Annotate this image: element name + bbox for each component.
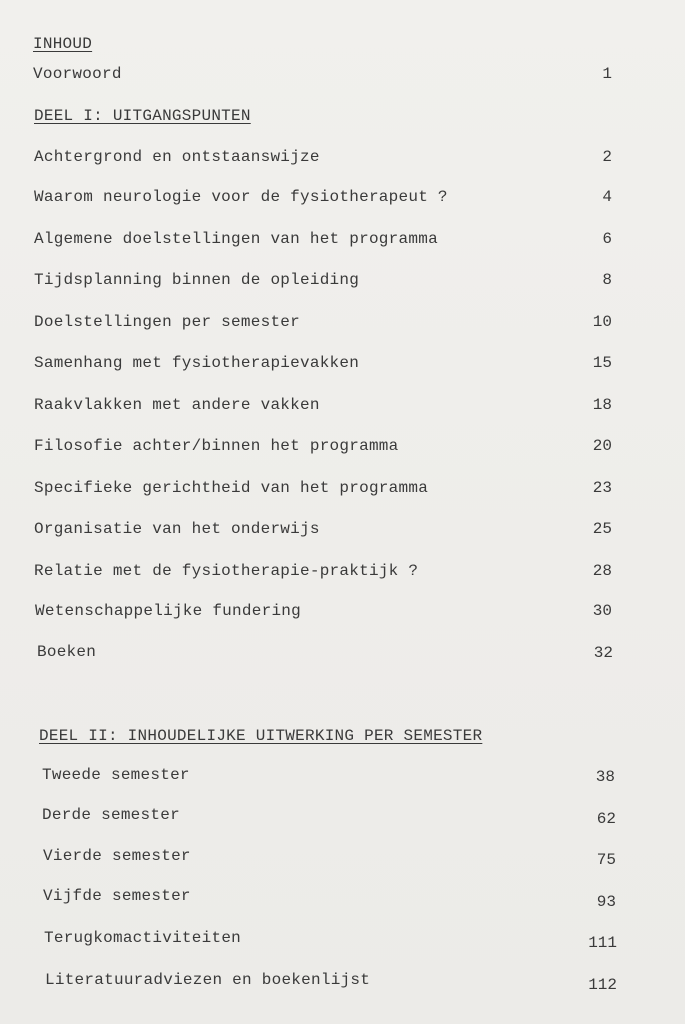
part2-entry-label: Terugkomactiviteiten — [44, 929, 242, 947]
part1-entry-page: 2 — [602, 148, 612, 166]
part2-entry-page: 38 — [595, 768, 615, 786]
part1-entry-page: 20 — [592, 437, 612, 455]
part2-heading: DEEL II: INHOUDELIJKE UITWERKING PER SEMESTER — [39, 727, 483, 745]
part2-entry-label: Literatuuradviezen en boekenlijst — [45, 971, 371, 989]
part1-entry-page: 30 — [592, 602, 612, 620]
part2-entry-label: Derde semester — [42, 806, 180, 824]
part1-entry-label: Raakvlakken met andere vakken — [34, 396, 320, 414]
part1-entry-label: Organisatie van het onderwijs — [34, 520, 320, 538]
toc-entry-preface-label: Voorwoord — [33, 65, 122, 83]
part2-entry-page: 75 — [596, 851, 616, 869]
part2-entry-page: 62 — [596, 810, 616, 828]
toc-title: INHOUD — [33, 35, 93, 53]
part1-entry-label: Boeken — [37, 643, 97, 661]
part1-entry-page: 10 — [592, 313, 612, 331]
part1-entry-label: Wetenschappelijke fundering — [35, 602, 301, 620]
toc-entry-preface-page: 1 — [602, 65, 612, 83]
part1-entry-page: 25 — [592, 520, 612, 538]
part2-entry-page: 112 — [588, 976, 617, 994]
part2-entry-page: 93 — [596, 893, 616, 911]
part1-entry-page: 32 — [593, 644, 613, 662]
part1-entry-label: Relatie met de fysiotherapie-praktijk ? — [34, 562, 419, 580]
part1-entry-page: 15 — [592, 354, 612, 372]
part1-entry-label: Tijdsplanning binnen de opleiding — [34, 271, 360, 289]
part2-entry-label: Tweede semester — [42, 766, 190, 784]
part1-heading: DEEL I: UITGANGSPUNTEN — [34, 107, 251, 125]
part1-entry-label: Samenhang met fysiotherapievakken — [34, 354, 360, 372]
part1-entry-label: Algemene doelstellingen van het programma — [34, 230, 438, 248]
part1-entry-label: Waarom neurologie voor de fysiotherapeut ? — [34, 188, 448, 206]
part2-entry-label: Vijfde semester — [43, 887, 191, 905]
part1-entry-page: 8 — [602, 271, 612, 289]
part1-entry-label: Doelstellingen per semester — [34, 313, 300, 331]
part2-entry-label: Vierde semester — [43, 847, 191, 865]
part1-entry-page: 4 — [602, 188, 612, 206]
part1-entry-label: Achtergrond en ontstaanswijze — [34, 148, 320, 166]
part1-entry-label: Filosofie achter/binnen het programma — [34, 437, 399, 455]
part2-entry-page: 111 — [588, 934, 617, 952]
part1-entry-page: 6 — [602, 230, 612, 248]
part1-entry-label: Specifieke gerichtheid van het programma — [34, 479, 429, 497]
part1-entry-page: 28 — [592, 562, 612, 580]
part1-entry-page: 18 — [592, 396, 612, 414]
part1-entry-page: 23 — [592, 479, 612, 497]
